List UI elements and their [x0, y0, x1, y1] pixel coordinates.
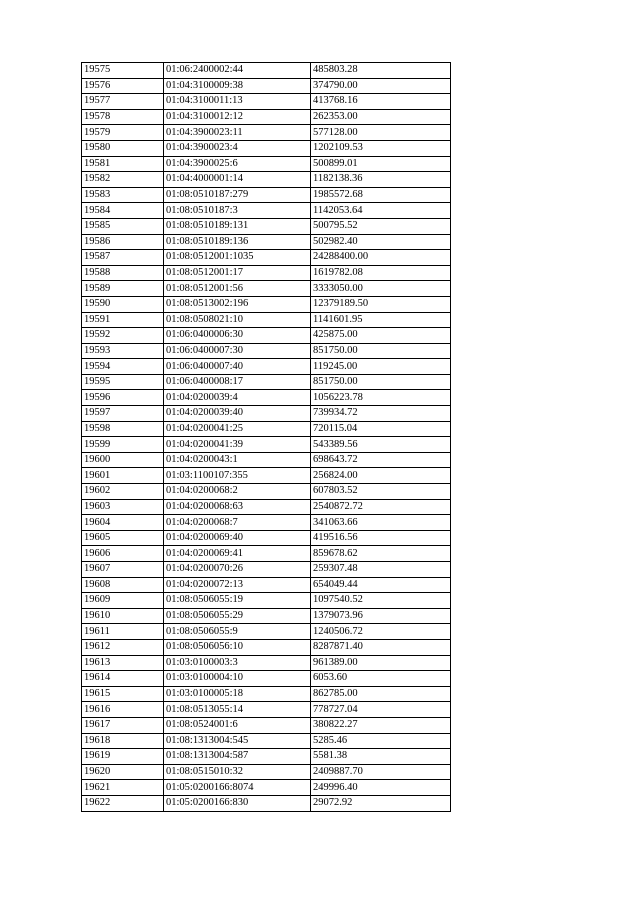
cadastral-number-cell: 01:04:0200041:25 — [164, 421, 311, 437]
value-cell: 1141601.95 — [311, 312, 451, 328]
row-number-cell: 19585 — [82, 218, 164, 234]
value-cell: 256824.00 — [311, 468, 451, 484]
cadastral-number-cell: 01:05:0200166:830 — [164, 795, 311, 811]
cadastral-number-cell: 01:08:0510187:3 — [164, 203, 311, 219]
value-cell: 29072.92 — [311, 795, 451, 811]
value-cell: 851750.00 — [311, 343, 451, 359]
table-row — [82, 218, 451, 234]
cadastral-number-cell: 01:04:0200039:40 — [164, 406, 311, 422]
row-number-cell: 19578 — [82, 109, 164, 125]
value-cell: 778727.04 — [311, 702, 451, 718]
cadastral-number-cell: 01:04:3100009:38 — [164, 78, 311, 94]
cadastral-number-cell: 01:08:1313004:545 — [164, 733, 311, 749]
row-number-cell: 19604 — [82, 515, 164, 531]
cadastral-number-cell: 01:08:1313004:587 — [164, 749, 311, 765]
row-number-cell: 19620 — [82, 764, 164, 780]
cadastral-number-cell: 01:08:0506056:10 — [164, 639, 311, 655]
value-cell: 1142053.64 — [311, 203, 451, 219]
row-number-cell: 19577 — [82, 94, 164, 110]
cadastral-number-cell: 01:08:0515010:32 — [164, 764, 311, 780]
table-row — [82, 484, 451, 500]
value-cell: 119245.00 — [311, 359, 451, 375]
table-row — [82, 562, 451, 578]
cadastral-number-cell: 01:04:0200069:41 — [164, 546, 311, 562]
row-number-cell: 19593 — [82, 343, 164, 359]
row-number-cell: 19600 — [82, 452, 164, 468]
value-cell: 862785.00 — [311, 686, 451, 702]
cadastral-number-cell: 01:04:0200039:4 — [164, 390, 311, 406]
cadastral-number-cell: 01:08:0506055:9 — [164, 624, 311, 640]
cadastral-number-cell: 01:08:0512001:56 — [164, 281, 311, 297]
value-cell: 739934.72 — [311, 406, 451, 422]
cadastral-number-cell: 01:03:0100004:10 — [164, 671, 311, 687]
value-cell: 249996.40 — [311, 780, 451, 796]
value-cell: 851750.00 — [311, 374, 451, 390]
table-row — [82, 406, 451, 422]
row-number-cell: 19597 — [82, 406, 164, 422]
cadastral-number-cell: 01:03:0100003:3 — [164, 655, 311, 671]
value-cell: 1202109.53 — [311, 140, 451, 156]
cadastral-number-cell: 01:04:0200068:2 — [164, 484, 311, 500]
cadastral-number-cell: 01:08:0512001:1035 — [164, 250, 311, 266]
table-row — [82, 265, 451, 281]
value-cell: 961389.00 — [311, 655, 451, 671]
value-cell: 413768.16 — [311, 94, 451, 110]
row-number-cell: 19584 — [82, 203, 164, 219]
row-number-cell: 19594 — [82, 359, 164, 375]
cadastral-number-cell: 01:03:1100107:355 — [164, 468, 311, 484]
row-number-cell: 19592 — [82, 328, 164, 344]
value-cell: 5581.38 — [311, 749, 451, 765]
value-cell: 502982.40 — [311, 234, 451, 250]
row-number-cell: 19615 — [82, 686, 164, 702]
row-number-cell: 19603 — [82, 499, 164, 515]
table-row — [82, 593, 451, 609]
cadastral-number-cell: 01:04:0200043:1 — [164, 452, 311, 468]
table-row — [82, 187, 451, 203]
data-table — [81, 62, 451, 812]
row-number-cell: 19619 — [82, 749, 164, 765]
cadastral-number-cell: 01:08:0524001:6 — [164, 717, 311, 733]
table-row — [82, 156, 451, 172]
row-number-cell: 19616 — [82, 702, 164, 718]
table-row — [82, 140, 451, 156]
cadastral-number-cell: 01:08:0512001:17 — [164, 265, 311, 281]
value-cell: 500899.01 — [311, 156, 451, 172]
table-row — [82, 328, 451, 344]
table-row — [82, 468, 451, 484]
value-cell: 607803.52 — [311, 484, 451, 500]
cadastral-number-cell: 01:06:0400006:30 — [164, 328, 311, 344]
cadastral-number-cell: 01:05:0200166:8074 — [164, 780, 311, 796]
cadastral-number-cell: 01:03:0100005:18 — [164, 686, 311, 702]
table-row — [82, 374, 451, 390]
table-row — [82, 109, 451, 125]
row-number-cell: 19582 — [82, 172, 164, 188]
row-number-cell: 19587 — [82, 250, 164, 266]
row-number-cell: 19605 — [82, 530, 164, 546]
table-row — [82, 749, 451, 765]
row-number-cell: 19591 — [82, 312, 164, 328]
cadastral-number-cell: 01:06:0400007:30 — [164, 343, 311, 359]
value-cell: 419516.56 — [311, 530, 451, 546]
value-cell: 341063.66 — [311, 515, 451, 531]
table-row — [82, 733, 451, 749]
row-number-cell: 19618 — [82, 733, 164, 749]
row-number-cell: 19611 — [82, 624, 164, 640]
table-row — [82, 780, 451, 796]
table-row — [82, 515, 451, 531]
table-row — [82, 655, 451, 671]
table-row — [82, 686, 451, 702]
value-cell: 500795.52 — [311, 218, 451, 234]
value-cell: 6053.60 — [311, 671, 451, 687]
value-cell: 5285.46 — [311, 733, 451, 749]
cadastral-number-cell: 01:06:0400008:17 — [164, 374, 311, 390]
table-row — [82, 546, 451, 562]
value-cell: 1182138.36 — [311, 172, 451, 188]
table-row — [82, 795, 451, 811]
table-row — [82, 702, 451, 718]
table-row — [82, 499, 451, 515]
value-cell: 698643.72 — [311, 452, 451, 468]
table-row — [82, 203, 451, 219]
row-number-cell: 19590 — [82, 296, 164, 312]
row-number-cell: 19617 — [82, 717, 164, 733]
row-number-cell: 19601 — [82, 468, 164, 484]
table-row — [82, 94, 451, 110]
cadastral-number-cell: 01:04:3100012:12 — [164, 109, 311, 125]
cadastral-number-cell: 01:08:0510187:279 — [164, 187, 311, 203]
cadastral-number-cell: 01:04:0200068:7 — [164, 515, 311, 531]
cadastral-number-cell: 01:06:2400002:44 — [164, 63, 311, 79]
cadastral-number-cell: 01:08:0506055:29 — [164, 608, 311, 624]
row-number-cell: 19607 — [82, 562, 164, 578]
table-body — [82, 63, 451, 812]
table-row — [82, 671, 451, 687]
value-cell: 1619782.08 — [311, 265, 451, 281]
row-number-cell: 19580 — [82, 140, 164, 156]
cadastral-number-cell: 01:04:4000001:14 — [164, 172, 311, 188]
row-number-cell: 19599 — [82, 437, 164, 453]
row-number-cell: 19581 — [82, 156, 164, 172]
table-row — [82, 63, 451, 79]
table-row — [82, 639, 451, 655]
value-cell: 12379189.50 — [311, 296, 451, 312]
value-cell: 1056223.78 — [311, 390, 451, 406]
value-cell: 8287871.40 — [311, 639, 451, 655]
value-cell: 577128.00 — [311, 125, 451, 141]
row-number-cell: 19589 — [82, 281, 164, 297]
row-number-cell: 19614 — [82, 671, 164, 687]
row-number-cell: 19612 — [82, 639, 164, 655]
row-number-cell: 19576 — [82, 78, 164, 94]
row-number-cell: 19606 — [82, 546, 164, 562]
row-number-cell: 19598 — [82, 421, 164, 437]
table-row — [82, 359, 451, 375]
table-row — [82, 530, 451, 546]
value-cell: 543389.56 — [311, 437, 451, 453]
cadastral-number-cell: 01:04:3900023:11 — [164, 125, 311, 141]
cadastral-number-cell: 01:04:3900023:4 — [164, 140, 311, 156]
table-row — [82, 296, 451, 312]
table-row — [82, 624, 451, 640]
table-row — [82, 281, 451, 297]
value-cell: 374790.00 — [311, 78, 451, 94]
row-number-cell: 19596 — [82, 390, 164, 406]
value-cell: 720115.04 — [311, 421, 451, 437]
table-row — [82, 452, 451, 468]
table-row — [82, 437, 451, 453]
table-row — [82, 125, 451, 141]
table-row — [82, 234, 451, 250]
cadastral-number-cell: 01:08:0513002:196 — [164, 296, 311, 312]
table-row — [82, 78, 451, 94]
cadastral-number-cell: 01:08:0510189:131 — [164, 218, 311, 234]
cadastral-number-cell: 01:06:0400007:40 — [164, 359, 311, 375]
value-cell: 485803.28 — [311, 63, 451, 79]
cadastral-number-cell: 01:04:0200072:13 — [164, 577, 311, 593]
table-row — [82, 312, 451, 328]
row-number-cell: 19608 — [82, 577, 164, 593]
cadastral-number-cell: 01:04:0200070:26 — [164, 562, 311, 578]
table-row — [82, 764, 451, 780]
cadastral-number-cell: 01:08:0506055:19 — [164, 593, 311, 609]
row-number-cell: 19609 — [82, 593, 164, 609]
row-number-cell: 19610 — [82, 608, 164, 624]
row-number-cell: 19602 — [82, 484, 164, 500]
value-cell: 1240506.72 — [311, 624, 451, 640]
table-row — [82, 608, 451, 624]
table-row — [82, 577, 451, 593]
value-cell: 425875.00 — [311, 328, 451, 344]
table-row — [82, 717, 451, 733]
value-cell: 1985572.68 — [311, 187, 451, 203]
value-cell: 859678.62 — [311, 546, 451, 562]
row-number-cell: 19575 — [82, 63, 164, 79]
value-cell: 2540872.72 — [311, 499, 451, 515]
value-cell: 262353.00 — [311, 109, 451, 125]
value-cell: 2409887.70 — [311, 764, 451, 780]
row-number-cell: 19579 — [82, 125, 164, 141]
cadastral-number-cell: 01:04:0200069:40 — [164, 530, 311, 546]
row-number-cell: 19588 — [82, 265, 164, 281]
table-row — [82, 421, 451, 437]
row-number-cell: 19595 — [82, 374, 164, 390]
value-cell: 1379073.96 — [311, 608, 451, 624]
value-cell: 1097540.52 — [311, 593, 451, 609]
row-number-cell: 19586 — [82, 234, 164, 250]
cadastral-number-cell: 01:08:0510189:136 — [164, 234, 311, 250]
cadastral-number-cell: 01:08:0508021:10 — [164, 312, 311, 328]
row-number-cell: 19622 — [82, 795, 164, 811]
cadastral-number-cell: 01:04:3900025:6 — [164, 156, 311, 172]
value-cell: 259307.48 — [311, 562, 451, 578]
table-row — [82, 250, 451, 266]
value-cell: 380822.27 — [311, 717, 451, 733]
value-cell: 24288400.00 — [311, 250, 451, 266]
cadastral-number-cell: 01:04:0200068:63 — [164, 499, 311, 515]
cadastral-number-cell: 01:04:3100011:13 — [164, 94, 311, 110]
cadastral-number-cell: 01:08:0513055:14 — [164, 702, 311, 718]
row-number-cell: 19621 — [82, 780, 164, 796]
table-row — [82, 390, 451, 406]
row-number-cell: 19613 — [82, 655, 164, 671]
table-row — [82, 172, 451, 188]
value-cell: 3333050.00 — [311, 281, 451, 297]
value-cell: 654049.44 — [311, 577, 451, 593]
cadastral-number-cell: 01:04:0200041:39 — [164, 437, 311, 453]
table-row — [82, 343, 451, 359]
row-number-cell: 19583 — [82, 187, 164, 203]
